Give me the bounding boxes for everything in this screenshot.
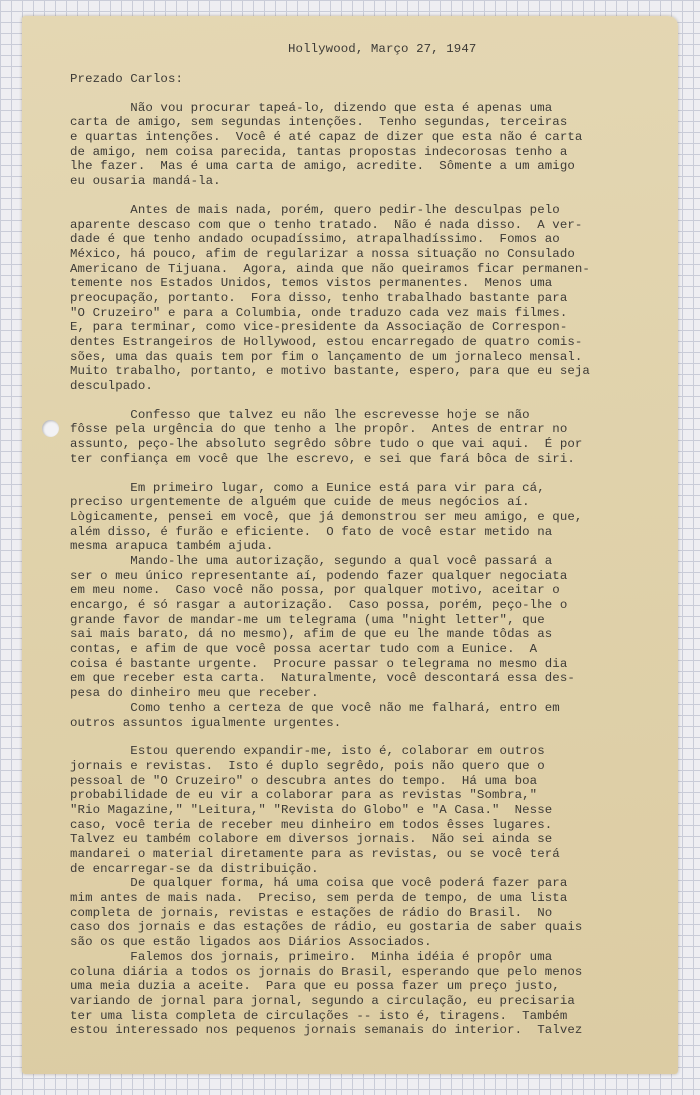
- text-line: encargo, é só rasgar a autorização. Caso possa, porém, peço-lhe o: [70, 598, 568, 613]
- letter-page: [22, 16, 678, 1074]
- text-line: sões, uma das quais tem por fim o lançamento de um jornaleco mensal.: [70, 349, 583, 364]
- text-line: de encarregar-se da distribuição.: [70, 861, 319, 876]
- text-line: completa de jornais, revistas e estações de rádio do Brasil. No: [70, 905, 553, 920]
- text-line: coluna diária a todos os jornais do Brasil, esperando que pelo menos: [70, 964, 583, 979]
- paragraph: [70, 101, 670, 189]
- text-line: Em primeiro lugar, como a Eunice está para vir para cá,: [70, 480, 545, 495]
- paragraph: [70, 203, 670, 394]
- text-line: pessoal de "O Cruzeiro" o descubra antes do tempo. Há uma boa: [70, 773, 538, 788]
- text-line: assunto, peço-lhe absoluto segrêdo sôbre tudo o que vai aqui. É por: [70, 437, 583, 452]
- salutation: Prezado Carlos:: [70, 72, 184, 86]
- text-line: aparente descaso com que o tenho tratado. Não é nada disso. A ver-: [70, 217, 583, 232]
- text-line: dade é que tenho andado ocupadíssimo, atrapalhadíssimo. Fomos ao: [70, 232, 560, 247]
- text-line: mandarei o material diretamente para as revistas, ou se você terá: [70, 847, 560, 862]
- text-line: "Rio Magazine," "Leitura," "Revista do Globo" e "A Casa." Nesse: [70, 802, 553, 817]
- text-line: Muito trabalho, portanto, e motivo bastante, espero, para que eu seja: [70, 364, 590, 379]
- text-line: Mando-lhe uma autorização, segundo a qual você passará a: [70, 553, 553, 568]
- text-line: sai mais barato, dá no mesmo), afim de que eu lhe mande tôdas as: [70, 627, 553, 642]
- text-line: temente nos Estados Unidos, temos vistos permanentes. Menos uma: [70, 276, 553, 291]
- text-line: desculpado.: [70, 379, 153, 394]
- text-line: variando de jornal para jornal, segundo a circulação, eu precisaria: [70, 993, 575, 1008]
- text-line: Não vou procurar tapeá-lo, dizendo que esta é apenas uma: [70, 100, 553, 115]
- text-line: em meu nome. Caso você não possa, por qualquer motivo, aceitar o: [70, 583, 560, 598]
- text-line: coisa é bastante urgente. Procure passar o telegrama no mesmo dia: [70, 656, 568, 671]
- text-line: Falemos dos jornais, primeiro. Minha idéia é propôr uma: [70, 949, 553, 964]
- text-line: ter confiança em você que lhe escrevo, e sei que fará bôca de siri.: [70, 451, 575, 466]
- text-line: caso dos jornais e das estações de rádio, eu gostaria de saber quais: [70, 920, 583, 935]
- text-line: mesma arapuca também ajuda.: [70, 539, 274, 554]
- text-line: preocupação, portanto. Fora disso, tenho trabalhado bastante para: [70, 290, 568, 305]
- text-line: dentes Estrangeiros de Hollywood, estou encarregado de quatro comis-: [70, 335, 583, 350]
- punch-hole: [42, 420, 59, 437]
- text-line: carta de amigo, sem segundas intenções. Tenho segundas, terceiras: [70, 115, 568, 130]
- text-line: "O Cruzeiro" e para a Columbia, onde traduzo cada vez mais filmes.: [70, 305, 568, 320]
- text-line: De qualquer forma, há uma coisa que você poderá fazer para: [70, 876, 568, 891]
- text-line: Antes de mais nada, porém, quero pedir-lhe desculpas pelo: [70, 202, 560, 217]
- text-line: Americano de Tijuana. Agora, ainda que não queiramos ficar permanen-: [70, 261, 590, 276]
- paragraph: [70, 744, 670, 876]
- text-line: de amigo, nem coisa parecida, tantas propostas indecorosas tenho a: [70, 144, 568, 159]
- paragraph: [70, 554, 670, 701]
- text-line: Estou querendo expandir-me, isto é, colaborar em outros: [70, 744, 545, 759]
- text-line: preciso urgentemente de alguém que cuide de meus negócios aí.: [70, 495, 530, 510]
- text-line: ter uma lista completa de circulações -- isto é, tiragens. Também: [70, 1008, 568, 1023]
- text-line: grande favor de mandar-me um telegrama (uma "night letter", que: [70, 612, 545, 627]
- text-line: Lògicamente, pensei em você, que já demonstrou ser meu amigo, e que,: [70, 509, 583, 524]
- text-line: Talvez eu também colabore em diversos jornais. Não sei ainda se: [70, 832, 553, 847]
- paragraph: [70, 408, 670, 467]
- text-line: são os que estão ligados aos Diários Associados.: [70, 935, 432, 950]
- text-line: ser o meu único representante aí, podendo fazer qualquer negociata: [70, 568, 568, 583]
- text-line: probabilidade de eu vir a colaborar para as revistas "Sombra,": [70, 788, 538, 803]
- text-line: uma meia duzia a aceite. Para que eu possa fazer um preço justo,: [70, 979, 560, 994]
- text-line: lhe fazer. Mas é uma carta de amigo, acredite. Sômente a um amigo: [70, 159, 575, 174]
- paragraph: [70, 950, 670, 1038]
- text-line: além disso, é furão e eficiente. O fato de você estar metido na: [70, 524, 553, 539]
- paragraph: [70, 481, 670, 554]
- text-line: em que receber esta carta. Naturalmente, você descontará essa des-: [70, 671, 575, 686]
- text-line: pesa do dinheiro meu que receber.: [70, 686, 319, 701]
- text-line: caso, você teria de receber meu dinheiro em todos êsses lugares.: [70, 817, 553, 832]
- paragraphs: [70, 101, 670, 1038]
- text-line: estou interessado nos pequenos jornais semanais do interior. Talvez: [70, 1023, 583, 1038]
- text-line: jornais e revistas. Isto é duplo segrêdo, pois não quero que o: [70, 758, 545, 773]
- text-line: e quartas intenções. Você é até capaz de dizer que esta não é carta: [70, 130, 583, 145]
- letter-body: [70, 38, 670, 1038]
- dateline: Hollywood, Março 27, 1947: [288, 42, 477, 56]
- text-line: outros assuntos igualmente urgentes.: [70, 715, 342, 730]
- paragraph: [70, 701, 670, 730]
- text-line: E, para terminar, como vice-presidente da Associação de Correspon-: [70, 320, 568, 335]
- text-line: fôsse pela urgência do que tenho a lhe propôr. Antes de entrar no: [70, 422, 568, 437]
- text-line: mim antes de mais nada. Preciso, sem perda de tempo, de uma lista: [70, 891, 568, 906]
- paragraph: [70, 876, 670, 949]
- text-line: contas, e afim de que você possa acertar tudo com a Eunice. A: [70, 642, 538, 657]
- text-line: eu ousaria mandá-la.: [70, 174, 221, 189]
- text-line: Confesso que talvez eu não lhe escrevesse hoje se não: [70, 407, 530, 422]
- text-line: Como tenho a certeza de que você não me falhará, entro em: [70, 700, 560, 715]
- text-line: México, há pouco, afim de regularizar a nossa situação no Consulado: [70, 246, 575, 261]
